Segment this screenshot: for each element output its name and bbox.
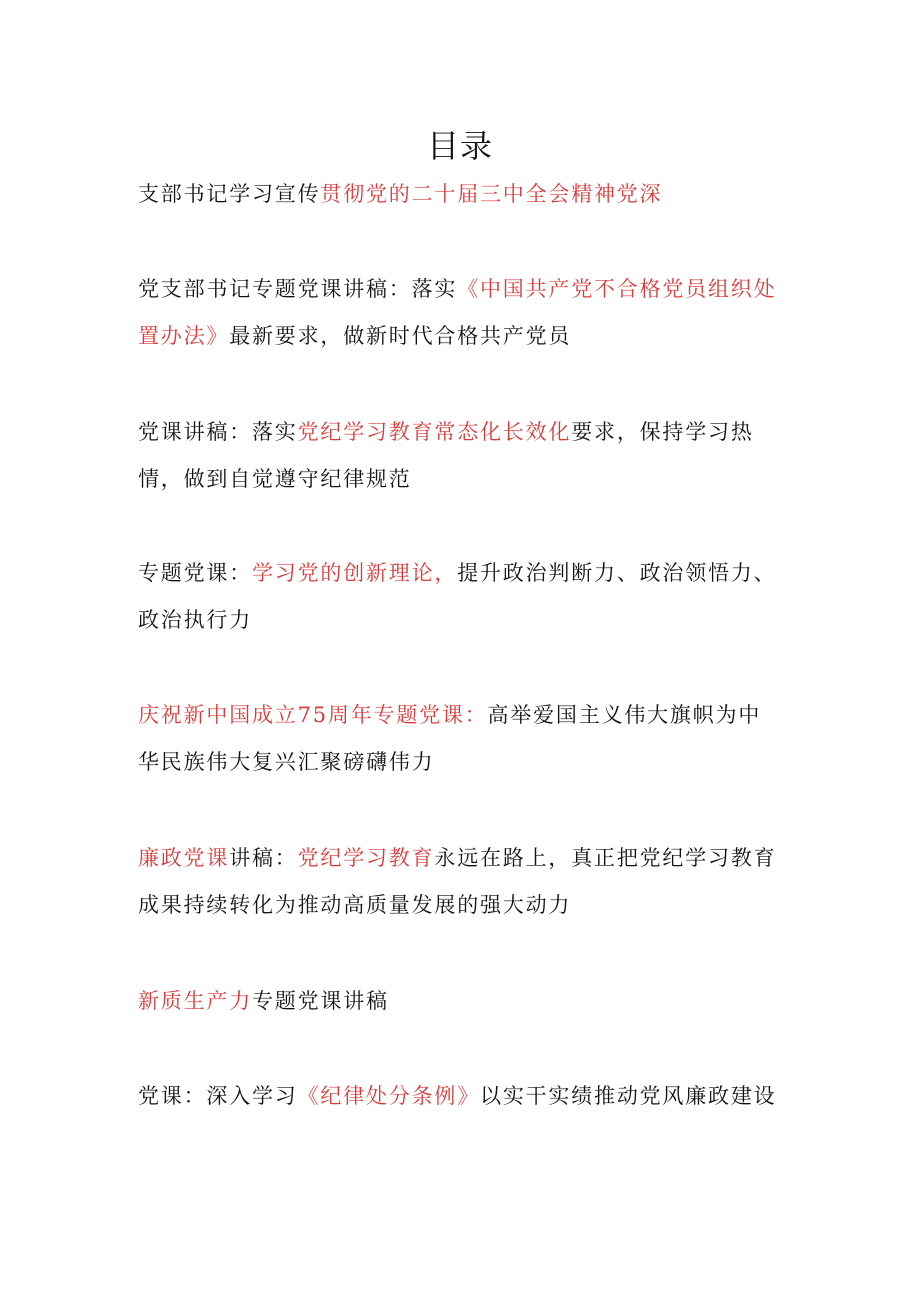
- toc-entry-3[interactable]: [138, 409, 778, 503]
- toc-entry-5[interactable]: [138, 692, 778, 786]
- toc-entry-2-part-3: 最新要求，做新时代合格共产党员: [229, 324, 572, 348]
- toc-entry-6-part-3: 党纪学习教育: [297, 846, 435, 870]
- toc-entry-3-part-2: 党纪学习教育常态化长效化: [297, 420, 572, 444]
- toc-entry-4[interactable]: [138, 550, 778, 644]
- toc-entry-7-part-1: 新质生产力: [138, 989, 252, 1013]
- toc-entry-8[interactable]: [138, 1073, 778, 1120]
- toc-entry-6-part-4: 永远在路上，真正把党纪学习教育成果持续转化为推动高质量发展的强大动力: [138, 846, 777, 917]
- toc-entry-1[interactable]: [138, 171, 778, 218]
- toc-entry-2-part-2: 《中国共产党不合格党员组织处置办法》: [138, 277, 777, 348]
- toc-entry-2-part-1: 党支部书记专题党课讲稿：落实: [138, 277, 458, 301]
- toc-entry-4-part-2: 学习党的创新理论，: [252, 561, 458, 585]
- toc-entry-7-part-2: 专题党课讲稿: [252, 989, 389, 1013]
- toc-entry-5-part-2: 高举爱国主义伟大旗帜为中华民族伟大复兴汇聚磅礴伟力: [138, 703, 762, 774]
- toc-entry-3-part-1: 党课讲稿：落实: [138, 420, 298, 444]
- toc-entry-6-part-2: 讲稿：: [229, 846, 298, 870]
- page-title: 目录: [426, 127, 493, 165]
- toc-entry-1-part-2: 贯彻党的二十届三中全会精神党深: [320, 182, 663, 206]
- toc-entry-8-part-1: 党课：深入学习: [138, 1084, 298, 1108]
- toc-entry-8-part-3: 以实干实绩推动党风廉政建设: [480, 1084, 777, 1108]
- toc-entry-2[interactable]: [138, 266, 778, 360]
- toc-entry-6[interactable]: [138, 835, 778, 929]
- toc-entry-4-part-3: 提升政治判断力、政治领悟力、政治执行力: [138, 561, 777, 632]
- toc-entry-5-part-1: 庆祝新中国成立75周年专题党课：: [138, 703, 488, 727]
- toc-entry-1-part-1: 支部书记学习宣传: [138, 182, 321, 206]
- toc-entry-8-part-2: 《纪律处分条例》: [297, 1084, 481, 1108]
- toc-entry-3-part-3: 要求，保持学习热情，做到自觉遵守纪律规范: [138, 420, 754, 491]
- toc-entry-6-part-1: 廉政党课: [138, 846, 230, 870]
- toc-entry-4-part-1: 专题党课：: [138, 561, 252, 585]
- toc-entry-7[interactable]: [138, 978, 778, 1025]
